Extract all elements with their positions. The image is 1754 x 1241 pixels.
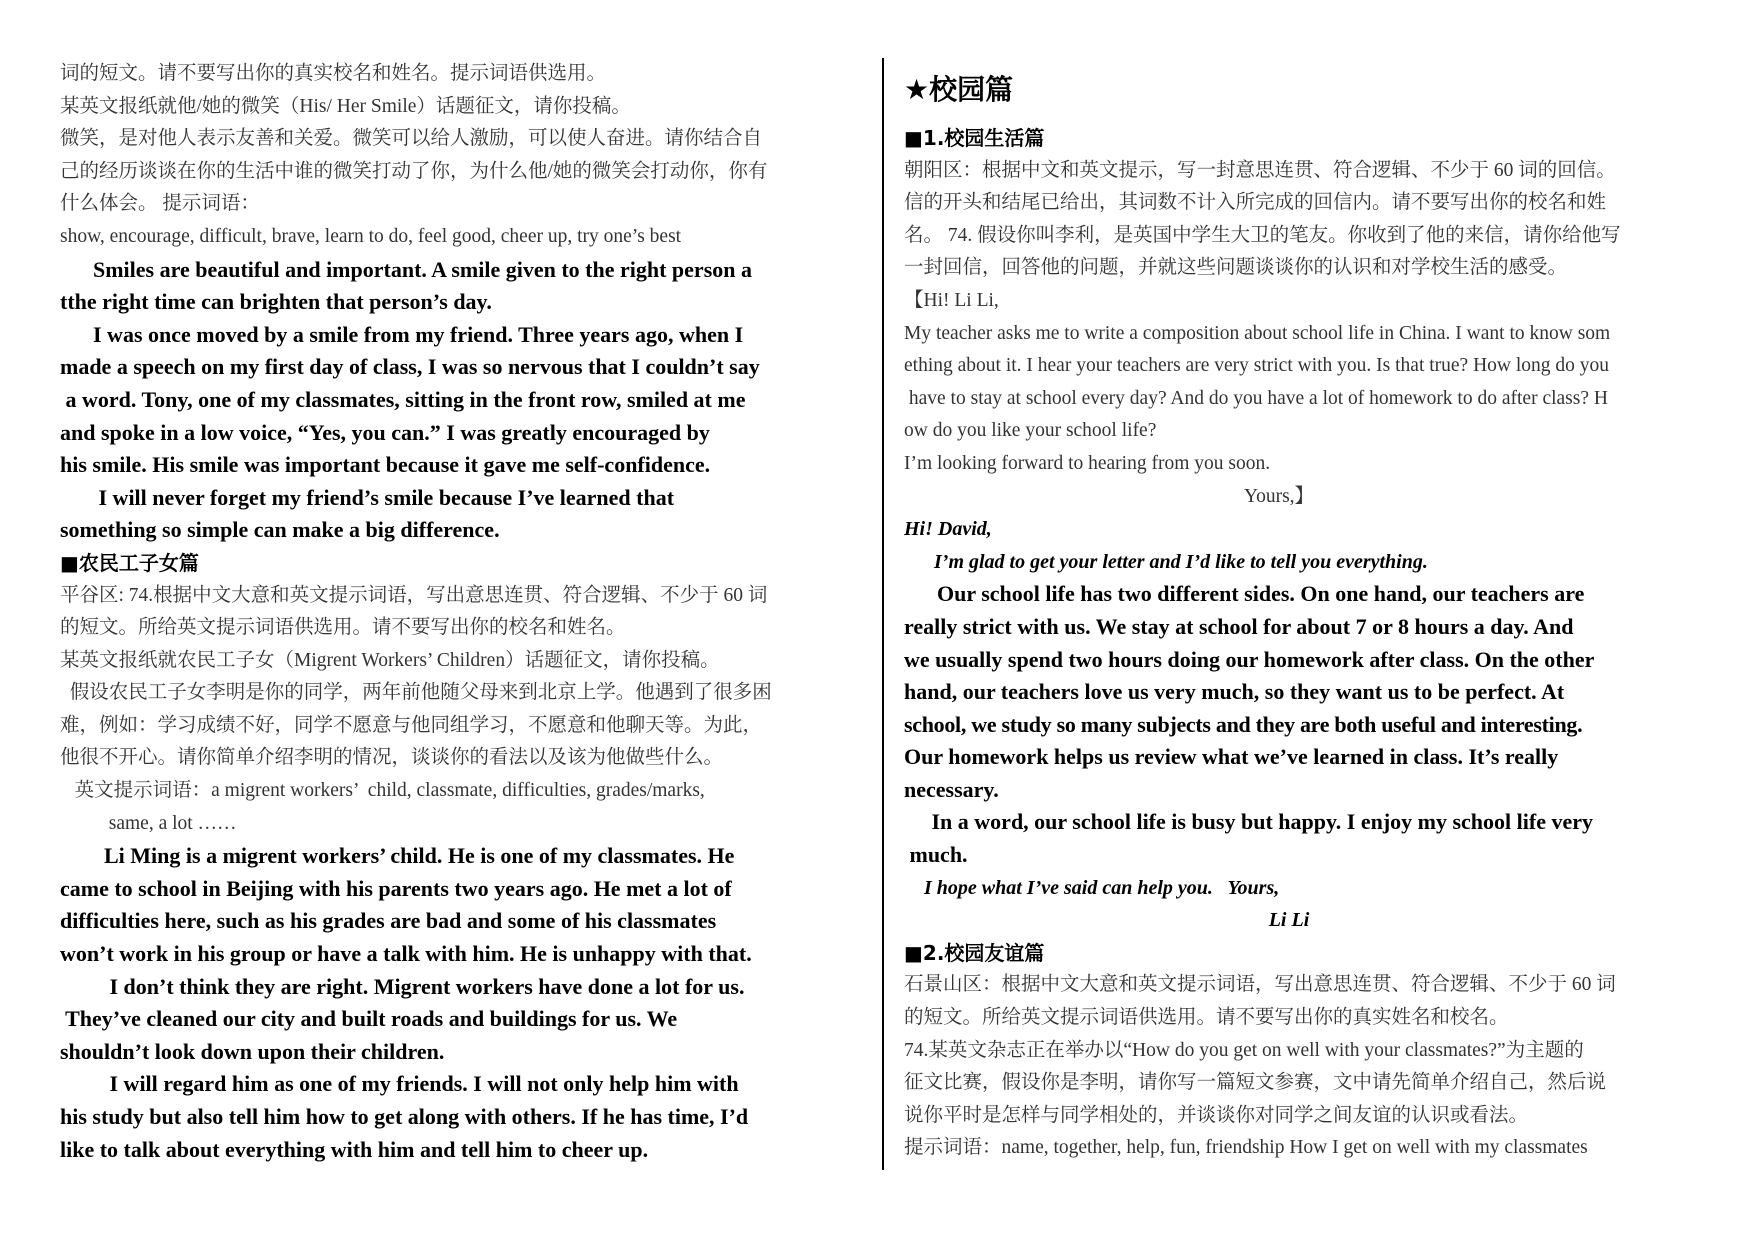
essay-line: In a word, our school life is busy but happy. I enjoy my school life very (904, 809, 1594, 835)
text-line: 石景山区：根据中文大意和英文提示词语，写出意思连贯、符合逻辑、不少于 60 词 (904, 974, 1616, 996)
letter-line: ething about it. I hear your teachers are very strict with you. Is that true? How long do you (904, 355, 1610, 377)
essay-line: a word. Tony, one of my classmates, sitting in the front row, smiled at me (60, 386, 746, 412)
text-line: 己的经历谈谈在你的生活中谁的微笑打动了你，为什么他/她的微笑会打动你，你有 (60, 160, 768, 182)
text-line: 词的短文。请不要写出你的真实校名和姓名。提示词语供选用。 (60, 63, 607, 84)
essay-line: like to talk about everything with him and tell him to cheer up. (60, 1136, 649, 1162)
text-line: 朝阳区：根据中文和英文提示，写一封意思连贯、符合逻辑、不少于 60 词的回信。 (904, 159, 1616, 181)
text-line: 难，例如：学习成绩不好，同学不愿意与他同组学习，不愿意和他聊天等。为此， (60, 714, 763, 736)
left-column (60, 58, 862, 1166)
essay-line: I will never forget my friend’s smile because I’ve learned that (60, 484, 675, 510)
page-title: ★校园篇 (904, 73, 1014, 106)
text-line: 征文比赛，假设你是李明，请你写一篇短文参赛，文中请先简单介绍自己，然后说 (904, 1072, 1607, 1094)
essay-line: something so simple can make a big difference. (60, 517, 500, 543)
section-heading: ■1.校园生活篇 (904, 126, 1045, 150)
text-line: 微笑，是对他人表示友善和关爱。微笑可以给人激励，可以使人奋进。请你结合自 (60, 128, 763, 150)
essay-line: I was once moved by a smile from my friend. Three years ago, when I (60, 321, 744, 347)
reply-closing: I hope what I’ve said can help you. Yours, (904, 876, 1280, 899)
text-line: 他很不开心。请你简单介绍李明的情况，谈谈你的看法以及该为他做些什么。 (60, 747, 724, 769)
letter-line: ow do you like your school life? (904, 420, 1157, 442)
essay-line: won’t work in his group or have a talk with him. He is unhappy with that. (60, 941, 752, 967)
text-line: 信的开头和结尾已给出，其词数不计入所完成的回信内。请不要写出你的校名和姓 (904, 192, 1607, 214)
hint-words-line: show, encourage, difficult, brave, learn to do, feel good, cheer up, try one’s best (60, 225, 682, 247)
text-line: 说你平时是怎样与同学相处的，并谈谈你对同学之间友谊的认识或看法。 (904, 1104, 1529, 1126)
essay-line: tthe right time can brighten that person’s day. (60, 289, 492, 315)
text-line: 74.某英文杂志正在举办以“How do you get on well with your classmates?”为主题的 (904, 1039, 1584, 1061)
essay-line: Li Ming is a migrent workers’ child. He is one of my classmates. He (60, 843, 735, 869)
essay-line: necessary. (904, 776, 999, 802)
text-line: 的短文。所给英文提示词语供选用。请不要写出你的真实姓名和校名。 (904, 1007, 1509, 1029)
essay-line: I will regard him as one of my friends. I will not only help him with (60, 1071, 739, 1097)
reply-greeting: Hi! David, (904, 518, 992, 541)
text-line: 名。 74. 假设你叫李利，是英国中学生大卫的笔友。你收到了他的来信，请你给他写 (904, 224, 1621, 246)
essay-line: much. (904, 842, 968, 868)
essay-line: came to school in Beijing with his parents two years ago. He met a lot of (60, 875, 732, 901)
reply-signature: Li Li (1268, 909, 1310, 932)
text-line: 某英文报纸就农民工子女（Migrent Workers’ Children）话题征文，请你投稿。 (60, 649, 720, 671)
essay-line: shouldn’t look down upon their children. (60, 1038, 445, 1064)
essay-line: difficulties here, such as his grades are bad and some of his classmates (60, 908, 717, 934)
letter-line: have to stay at school every day? And do you have a lot of homework to do after class? H (904, 387, 1608, 409)
section-heading: ■2.校园友谊篇 (904, 940, 1045, 965)
essay-line: Our homework helps us review what we’ve learned in class. It’s really (904, 744, 1559, 770)
essay-line: They’ve cleaned our city and built roads and buildings for us. We (60, 1006, 678, 1032)
essay-line: Our school life has two different sides. On one hand, our teachers are (904, 581, 1585, 607)
letter-line: My teacher asks me to write a composition about school life in China. I want to know som (904, 322, 1611, 344)
reply-line: I’m glad to get your letter and I’d like to tell you everything. (904, 550, 1428, 573)
hint-words-line: 英文提示词语：a migrent workers’ child, classmate, difficulties, grades/marks, (60, 780, 705, 802)
essay-line: we usually spend two hours doing our homework after class. On the other (904, 646, 1595, 672)
text-line: 平谷区: 74.根据中文大意和英文提示词语，写出意思连贯、符合逻辑、不少于 60 词 (60, 584, 768, 606)
essay-line: I don’t think they are right. Migrent workers have done a lot for us. (60, 973, 745, 999)
letter-closing: Yours,】 (1243, 485, 1315, 507)
essay-line: made a speech on my first day of class, I was so nervous that I couldn’t say (60, 354, 760, 380)
hint-words-line: same, a lot …… (60, 812, 237, 834)
section-heading: ■农民工子女篇 (60, 550, 199, 575)
essay-line: hand, our teachers love us very much, so they want us to be perfect. At (904, 679, 1565, 705)
essay-line: his study but also tell him how to get along with others. If he has time, I’d (60, 1104, 749, 1129)
essay-line: really strict with us. We stay at school for about 7 or 8 hours a day. And (904, 613, 1574, 639)
essay-line: school, we study so many subjects and they are both useful and interesting. (904, 711, 1583, 737)
essay-line: and spoke in a low voice, “Yes, you can.” I was greatly encouraged by (60, 419, 710, 445)
letter-line: I’m looking forward to hearing from you soon. (904, 452, 1271, 474)
letter-line: 【Hi! Li Li, (904, 289, 999, 311)
text-line: 一封回信，回答他的问题，并就这些问题谈谈你的认识和对学校生活的感受。 (904, 257, 1568, 279)
text-line: 某英文报纸就他/她的微笑（His/ Her Smile）话题征文，请你投稿。 (60, 95, 631, 117)
text-line: 的短文。所给英文提示词语供选用。请不要写出你的校名和姓名。 (60, 617, 626, 639)
essay-line: his smile. His smile was important because it gave me self-confidence. (60, 452, 711, 478)
column-divider (882, 58, 884, 1170)
hint-words-line: 提示词语：name, together, help, fun, friendship How I get on well with my classmates (904, 1137, 1588, 1159)
essay-line: Smiles are beautiful and important. A smile given to the right person a (60, 256, 752, 282)
text-line: 什么体会。 提示词语： (60, 193, 260, 215)
text-line: 假设农民工子女李明是你的同学，两年前他随父母来到北京上学。他遇到了很多困 (60, 682, 772, 704)
right-column (904, 58, 1714, 1165)
